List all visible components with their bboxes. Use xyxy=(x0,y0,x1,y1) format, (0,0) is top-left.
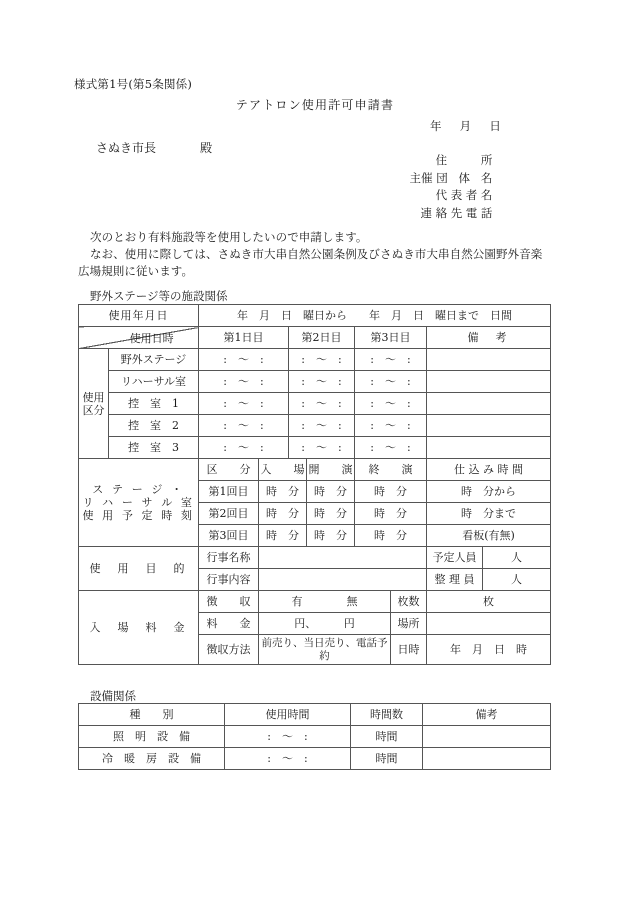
table-row xyxy=(79,726,551,748)
usage-row-day2[interactable]: : ～ : xyxy=(289,415,355,437)
equipment-header-kind: 種 別 xyxy=(79,704,225,726)
schedule-row-start[interactable]: 時 分 xyxy=(307,525,355,547)
schedule-row-entry[interactable]: 時 分 xyxy=(259,503,307,525)
ticket-count-label: 枚数 xyxy=(391,591,427,613)
date-month-label: 月 xyxy=(459,119,472,133)
organizer-prefix: 主催 xyxy=(409,170,433,185)
header-day3: 第3日目 xyxy=(355,327,427,349)
table-row xyxy=(79,415,551,437)
purpose-value-name[interactable] xyxy=(259,547,427,569)
applicant-phone-label: 連絡先電話 xyxy=(420,205,496,220)
purpose-value-content[interactable] xyxy=(259,569,427,591)
schedule-row-end[interactable]: 時 分 xyxy=(355,481,427,503)
usage-row-remarks[interactable] xyxy=(427,371,551,393)
fee-key-method: 徴収方法 xyxy=(199,635,259,665)
fee-value-amount[interactable]: 円、 円 xyxy=(259,613,391,635)
use-date-label: 使用年月日 xyxy=(79,305,199,327)
table-row xyxy=(79,704,551,726)
form-number: 様式第1号(第5条関係) xyxy=(74,77,193,91)
usage-row-remarks[interactable] xyxy=(427,415,551,437)
schedule-header-start: 開 演 xyxy=(307,459,355,481)
schedule-row-no: 第2回目 xyxy=(199,503,259,525)
schedule-label-line1: ス テ ー ジ ・ xyxy=(92,483,185,496)
equipment-row-count[interactable]: 時間 xyxy=(351,726,423,748)
usage-row-remarks[interactable] xyxy=(427,349,551,371)
equipment-row-remarks[interactable] xyxy=(423,726,551,748)
equipment-header-hours: 使用時間 xyxy=(225,704,351,726)
addressee-honorific: 殿 xyxy=(200,141,213,155)
fee-section-label: 入 場 料 金 xyxy=(79,591,199,665)
applicant-field-address xyxy=(330,152,510,170)
marshal-count-label: 整 理 員 xyxy=(427,569,483,591)
header-day2: 第2日目 xyxy=(289,327,355,349)
schedule-header-entry: 入 場 xyxy=(259,459,307,481)
usage-row-name: 控 室 1 xyxy=(109,393,199,415)
applicant-address-label: 住 所 xyxy=(435,153,496,167)
schedule-header-end: 終 演 xyxy=(355,459,427,481)
equipment-row-kind: 照 明 設 備 xyxy=(79,726,225,748)
facility-table xyxy=(78,304,551,665)
schedule-label-line3: 使 用 予 定 時 刻 xyxy=(82,509,195,522)
purpose-section-label: 使 用 目 的 xyxy=(79,547,199,591)
ticket-datetime-value[interactable]: 年 月 日 時 xyxy=(427,635,551,665)
ticket-count-value[interactable]: 枚 xyxy=(427,591,551,613)
ticket-datetime-label: 日時 xyxy=(391,635,427,665)
fee-key-collection: 徴 収 xyxy=(199,591,259,613)
usage-row-day1[interactable]: : ～ : xyxy=(199,437,289,459)
equipment-row-kind: 冷 暖 房 設 備 xyxy=(79,748,225,770)
purpose-key-content: 行事内容 xyxy=(199,569,259,591)
fee-value-method[interactable]: 前売り、当日売り、電話予約 xyxy=(259,635,391,665)
table-row xyxy=(79,305,551,327)
signboard-field[interactable]: 看板(有無) xyxy=(427,525,551,547)
schedule-row-entry[interactable]: 時 分 xyxy=(259,525,307,547)
usage-row-day3[interactable]: : ～ : xyxy=(355,415,427,437)
purpose-key-name: 行事名称 xyxy=(199,547,259,569)
section-label-equipment: 設備関係 xyxy=(90,689,136,703)
usage-row-day3[interactable]: : ～ : xyxy=(355,371,427,393)
fee-key-amount: 料 金 xyxy=(199,613,259,635)
usage-row-day3[interactable]: : ～ : xyxy=(355,437,427,459)
intro-paragraph-1: 次のとおり有料施設等を使用したいので申請します。 xyxy=(90,230,368,244)
applicant-organization-label: 団 体 名 xyxy=(436,170,496,185)
expected-attendance-value[interactable]: 人 xyxy=(483,547,551,569)
usage-row-name: 控 室 3 xyxy=(109,437,199,459)
usage-row-remarks[interactable] xyxy=(427,393,551,415)
schedule-header-setup: 仕 込 み 時 間 xyxy=(427,459,551,481)
schedule-row-no: 第1回目 xyxy=(199,481,259,503)
setup-time-to[interactable]: 時 分まで xyxy=(427,503,551,525)
intro-paragraph-2: なお、使用に際しては、さぬき市大串自然公園条例及びさぬき市大串自然公園野外音楽広場規則に従います。 xyxy=(78,247,543,278)
application-date-line xyxy=(430,118,515,134)
table-row xyxy=(79,371,551,393)
applicant-field-representative xyxy=(330,187,510,205)
section-label-facility: 野外ステージ等の施設関係 xyxy=(90,289,228,303)
schedule-row-entry[interactable]: 時 分 xyxy=(259,481,307,503)
header-corner-cell xyxy=(79,327,199,349)
usage-row-day2[interactable]: : ～ : xyxy=(289,393,355,415)
usage-row-day2[interactable]: : ～ : xyxy=(289,437,355,459)
table-row xyxy=(79,393,551,415)
applicant-block xyxy=(330,152,510,222)
table-row xyxy=(79,349,551,371)
table-row xyxy=(79,459,551,481)
header-corner-label: 使用日時 xyxy=(129,332,174,345)
applicant-field-organization xyxy=(330,170,510,188)
setup-time-from[interactable]: 時 分から xyxy=(427,481,551,503)
schedule-section-label xyxy=(79,459,199,547)
use-date-value[interactable]: 年 月 日 曜日から 年 月 日 曜日まで 日間 xyxy=(199,305,551,327)
addressee xyxy=(96,139,212,156)
usage-row-day3[interactable]: : ～ : xyxy=(355,349,427,371)
page-title: テアトロン使用許可申請書 xyxy=(235,98,395,112)
usage-row-remarks[interactable] xyxy=(427,437,551,459)
date-year-label: 年 xyxy=(430,119,442,133)
date-day-label: 日 xyxy=(489,119,501,133)
schedule-row-end[interactable]: 時 分 xyxy=(355,503,427,525)
marshal-count-value[interactable]: 人 xyxy=(483,569,551,591)
applicant-representative-label: 代表者名 xyxy=(435,188,496,203)
table-row xyxy=(79,437,551,459)
equipment-row-hours[interactable]: : ～ : xyxy=(225,726,351,748)
expected-attendance-label: 予定人員 xyxy=(427,547,483,569)
table-row xyxy=(79,748,551,770)
usage-row-day1[interactable]: : ～ : xyxy=(199,371,289,393)
table-row xyxy=(79,547,551,569)
usage-row-name: リハーサル室 xyxy=(109,371,199,393)
usage-row-day1[interactable]: : ～ : xyxy=(199,349,289,371)
header-remarks: 備 考 xyxy=(427,327,551,349)
usage-row-day1[interactable]: : ～ : xyxy=(199,393,289,415)
schedule-label-line2: リ ハ ー サ ル 室 xyxy=(82,496,195,509)
schedule-row-start[interactable]: 時 分 xyxy=(307,481,355,503)
usage-row-day3[interactable]: : ～ : xyxy=(355,393,427,415)
equipment-header-remarks: 備考 xyxy=(423,704,551,726)
usage-section-label: 使用区分 xyxy=(79,349,109,459)
usage-row-name: 野外ステージ xyxy=(109,349,199,371)
usage-row-day2[interactable]: : ～ : xyxy=(289,349,355,371)
table-row xyxy=(79,327,551,349)
table-row xyxy=(79,591,551,613)
usage-row-name: 控 室 2 xyxy=(109,415,199,437)
equipment-row-remarks[interactable] xyxy=(423,748,551,770)
addressee-name: さぬき市長 xyxy=(96,141,157,155)
header-day1: 第1日目 xyxy=(199,327,289,349)
ticket-place-value[interactable] xyxy=(427,613,551,635)
ticket-place-label: 場所 xyxy=(391,613,427,635)
schedule-row-end[interactable]: 時 分 xyxy=(355,525,427,547)
schedule-row-start[interactable]: 時 分 xyxy=(307,503,355,525)
usage-row-day1[interactable]: : ～ : xyxy=(199,415,289,437)
equipment-table xyxy=(78,703,551,770)
equipment-row-hours[interactable]: : ～ : xyxy=(225,748,351,770)
schedule-header-category: 区 分 xyxy=(199,459,259,481)
schedule-row-no: 第3回目 xyxy=(199,525,259,547)
usage-row-day2[interactable]: : ～ : xyxy=(289,371,355,393)
applicant-field-phone xyxy=(330,205,510,223)
equipment-row-count[interactable]: 時間 xyxy=(351,748,423,770)
equipment-header-count: 時間数 xyxy=(351,704,423,726)
fee-value-collection[interactable]: 有 無 xyxy=(259,591,391,613)
